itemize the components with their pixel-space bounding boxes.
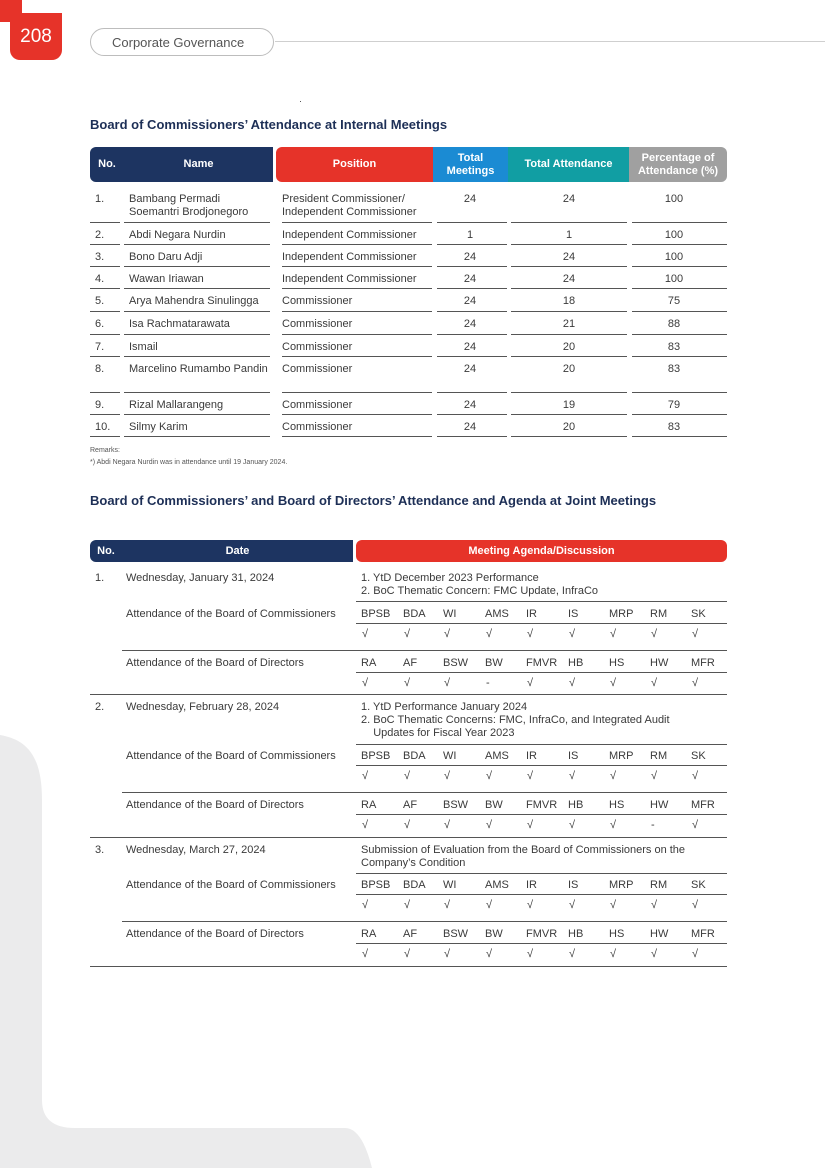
- meeting-agenda-line: 2. BoC Thematic Concerns: FMC, InfraCo, and Integrated Audit: [361, 714, 670, 726]
- row-total-meetings: 24: [463, 341, 477, 353]
- row-position: Independent Commissioner: [282, 251, 417, 263]
- row-number: 4.: [95, 273, 105, 285]
- bod-member-code: HB: [568, 799, 584, 811]
- boc-attendance-mark: √: [651, 628, 658, 640]
- boc-member-code: SK: [691, 608, 706, 620]
- bod-attendance-mark: √: [692, 948, 699, 960]
- row-number: 1.: [95, 193, 105, 205]
- table1-header-position: Position: [276, 147, 433, 182]
- stray-dot: [300, 101, 301, 102]
- bod-member-code: FMVR: [526, 799, 558, 811]
- table1-row-divider: [437, 356, 507, 357]
- row-percentage: 83: [667, 363, 681, 375]
- bod-attendance-mark: √: [569, 948, 576, 960]
- table1-row-divider: [282, 436, 432, 437]
- table1-row-divider: [632, 288, 727, 289]
- meeting-divider: [90, 837, 727, 838]
- bod-member-code: MFR: [691, 799, 715, 811]
- table1-row-divider: [124, 266, 270, 267]
- table1-header-percentage: Percentage of Attendance (%): [629, 147, 727, 182]
- bod-attendance-mark: √: [444, 819, 451, 831]
- table1-row-divider: [632, 334, 727, 335]
- bod-attendance-mark: √: [610, 948, 617, 960]
- bod-member-code: BSW: [443, 799, 469, 811]
- bod-member-code: MFR: [691, 928, 715, 940]
- table2-header-date: Date: [225, 544, 250, 557]
- row-name: Silmy Karim: [129, 421, 188, 433]
- row-name: Isa Rachmatarawata: [129, 318, 230, 330]
- table1-row-divider: [437, 311, 507, 312]
- remarks-label: Remarks:: [90, 447, 120, 454]
- boc-member-code: BPSB: [361, 879, 391, 891]
- table1-row-divider: [437, 334, 507, 335]
- bod-attendance-label: Attendance of the Board of Directors: [126, 928, 304, 940]
- row-number: 5.: [95, 295, 105, 307]
- row-percentage: 100: [664, 193, 684, 205]
- bod-attendance-mark: √: [527, 819, 534, 831]
- boc-attendance-mark: √: [692, 628, 699, 640]
- row-total-meetings: 24: [463, 399, 477, 411]
- boc-member-code: WI: [443, 750, 457, 762]
- boc-attendance-mark: √: [486, 628, 493, 640]
- bod-member-code: HS: [609, 657, 625, 669]
- meeting-agenda-line: 1. YtD Performance January 2024: [361, 701, 528, 713]
- row-total-meetings: 24: [463, 295, 477, 307]
- row-position: Commissioner: [282, 341, 353, 353]
- bod-attendance-mark: √: [362, 948, 369, 960]
- bod-attendance-mark: √: [404, 677, 411, 689]
- boc-attendance-label: Attendance of the Board of Commissioners: [126, 750, 336, 762]
- boc-member-code: BDA: [403, 608, 426, 620]
- row-percentage: 75: [667, 295, 681, 307]
- row-total-meetings: 1: [466, 229, 474, 241]
- bod-attendance-mark: √: [651, 677, 658, 689]
- agenda-divider: [356, 744, 727, 745]
- bod-attendance-mark: √: [569, 677, 576, 689]
- meeting-agenda-line: 1. YtD December 2023 Performance: [361, 572, 539, 584]
- table1-row-divider: [124, 414, 270, 415]
- row-percentage: 79: [667, 399, 681, 411]
- row-total-meetings: 24: [463, 193, 477, 205]
- bod-attendance-mark: √: [651, 948, 658, 960]
- table1-row-divider: [90, 356, 120, 357]
- bod-member-code: FMVR: [526, 657, 558, 669]
- boc-member-code: MRP: [609, 879, 634, 891]
- bod-attendance-mark: √: [692, 819, 699, 831]
- boc-attendance-mark: √: [527, 628, 534, 640]
- meeting-agenda-line: 2. BoC Thematic Concern: FMC Update, InfraCo: [361, 585, 599, 597]
- bod-attendance-mark: √: [527, 948, 534, 960]
- table1-row-divider: [282, 288, 432, 289]
- boc-member-code: BDA: [403, 879, 426, 891]
- boc-member-code: RM: [650, 750, 668, 762]
- table1-row-divider: [511, 244, 627, 245]
- bod-attendance-label: Attendance of the Board of Directors: [126, 799, 304, 811]
- table1-header-no: No.: [98, 158, 116, 170]
- bod-attendance-mark: √: [486, 948, 493, 960]
- boc-member-code: AMS: [485, 879, 509, 891]
- boc-attendance-mark: √: [444, 628, 451, 640]
- bod-member-code: AF: [403, 657, 418, 669]
- table1-row-divider: [511, 222, 627, 223]
- boc-attendance-mark: √: [610, 770, 617, 782]
- row-total-attendance: 18: [562, 295, 576, 307]
- row-total-meetings: 24: [463, 363, 477, 375]
- table1-row-divider: [632, 311, 727, 312]
- row-number: 6.: [95, 318, 105, 330]
- row-percentage: 100: [664, 273, 684, 285]
- boc-member-code: WI: [443, 608, 457, 620]
- bod-member-code: BW: [485, 928, 503, 940]
- boc-attendance-mark: √: [444, 899, 451, 911]
- boc-attendance-mark: √: [362, 628, 369, 640]
- table1-row-divider: [124, 356, 270, 357]
- table1-row-divider: [90, 392, 120, 393]
- row-total-attendance: 20: [562, 421, 576, 433]
- agenda-divider: [356, 601, 727, 602]
- agenda-divider: [356, 873, 727, 874]
- boc-attendance-mark: √: [486, 770, 493, 782]
- boc-member-code: WI: [443, 879, 457, 891]
- row-number: 8.: [95, 363, 105, 375]
- table1-header-total-meetings: Total Meetings: [433, 147, 508, 182]
- bod-member-code: BSW: [443, 928, 469, 940]
- meeting-divider: [90, 694, 727, 695]
- table1-row-divider: [437, 266, 507, 267]
- row-percentage: 88: [667, 318, 681, 330]
- row-percentage: 100: [664, 229, 684, 241]
- row-position: President Commissioner/ Independent Commissioner: [282, 193, 417, 218]
- row-name: Marcelino Rumambo Pandin: [129, 363, 268, 375]
- table1-row-divider: [511, 334, 627, 335]
- table1-header-total-attendance: Total Attendance: [508, 147, 629, 182]
- row-number: 3.: [95, 251, 105, 263]
- table1-row-divider: [90, 311, 120, 312]
- bod-member-code: BW: [485, 799, 503, 811]
- row-position: Commissioner: [282, 399, 353, 411]
- table1-row-divider: [511, 436, 627, 437]
- table1-row-divider: [437, 288, 507, 289]
- boc-member-code: AMS: [485, 608, 509, 620]
- boc-attendance-label: Attendance of the Board of Commissioners: [126, 879, 336, 891]
- boc-attendance-mark: √: [486, 899, 493, 911]
- bod-member-code: MFR: [691, 657, 715, 669]
- bod-member-code: AF: [403, 928, 418, 940]
- bod-member-code: HW: [650, 657, 669, 669]
- row-position: Independent Commissioner: [282, 229, 417, 241]
- bod-attendance-mark: √: [527, 677, 534, 689]
- row-name: Arya Mahendra Sinulingga: [129, 295, 259, 307]
- boc-attendance-mark: √: [569, 899, 576, 911]
- meeting-agenda-line: Submission of Evaluation from the Board of Commissioners on the: [361, 844, 686, 856]
- meeting-divider: [90, 966, 727, 967]
- bod-member-code: HB: [568, 928, 584, 940]
- bod-attendance-mark: -: [486, 677, 490, 689]
- row-name: Bambang Permadi Soemantri Brodjonegoro: [129, 193, 249, 218]
- table1-row-divider: [282, 414, 432, 415]
- table1-row-divider: [90, 288, 120, 289]
- table1-row-divider: [632, 436, 727, 437]
- boc-attendance-mark: √: [692, 770, 699, 782]
- row-name: Abdi Negara Nurdin: [129, 229, 226, 241]
- table1-row-divider: [90, 414, 120, 415]
- boc-attendance-mark: √: [362, 770, 369, 782]
- boc-attendance-mark: √: [692, 899, 699, 911]
- boc-member-code: SK: [691, 879, 706, 891]
- boc-attendance-mark: √: [444, 770, 451, 782]
- table1-row-divider: [90, 244, 120, 245]
- bod-member-code: FMVR: [526, 928, 558, 940]
- table1-row-divider: [437, 222, 507, 223]
- code-divider: [356, 943, 727, 944]
- table1-row-divider: [632, 414, 727, 415]
- header-rule: [275, 41, 825, 42]
- row-total-attendance: 24: [562, 273, 576, 285]
- row-percentage: 83: [667, 421, 681, 433]
- table2-header-no: No.: [97, 544, 115, 557]
- row-total-meetings: 24: [463, 421, 477, 433]
- row-name: Bono Daru Adji: [129, 251, 203, 263]
- meeting-date: Wednesday, March 27, 2024: [126, 844, 266, 856]
- row-total-attendance: 24: [562, 251, 576, 263]
- boc-member-code: IS: [568, 608, 579, 620]
- boc-attendance-mark: √: [404, 899, 411, 911]
- meeting-date: Wednesday, February 28, 2024: [126, 701, 280, 713]
- bod-member-code: BSW: [443, 657, 469, 669]
- row-total-meetings: 24: [463, 273, 477, 285]
- table1-row-divider: [437, 436, 507, 437]
- boc-block-divider: [122, 921, 727, 922]
- table1-row-divider: [511, 288, 627, 289]
- bod-member-code: RA: [361, 928, 377, 940]
- row-position: Commissioner: [282, 318, 353, 330]
- bod-member-code: HS: [609, 928, 625, 940]
- bod-attendance-mark: -: [651, 819, 655, 831]
- boc-attendance-mark: √: [404, 628, 411, 640]
- bod-member-code: BW: [485, 657, 503, 669]
- meeting-number: 3.: [95, 844, 105, 856]
- table1-row-divider: [282, 266, 432, 267]
- table1-row-divider: [124, 311, 270, 312]
- table1-row-divider: [282, 311, 432, 312]
- code-divider: [356, 814, 727, 815]
- boc-member-code: IS: [568, 750, 579, 762]
- boc-block-divider: [122, 792, 727, 793]
- row-total-attendance: 24: [562, 193, 576, 205]
- row-total-attendance: 1: [565, 229, 573, 241]
- table1-row-divider: [124, 244, 270, 245]
- table1-row-divider: [437, 414, 507, 415]
- bod-attendance-mark: √: [692, 677, 699, 689]
- boc-attendance-mark: √: [569, 628, 576, 640]
- table1-row-divider: [90, 222, 120, 223]
- row-total-attendance: 21: [562, 318, 576, 330]
- code-divider: [356, 672, 727, 673]
- row-position: Commissioner: [282, 363, 353, 375]
- table1-row-divider: [511, 311, 627, 312]
- row-position: Independent Commissioner: [282, 273, 417, 285]
- table1-row-divider: [511, 266, 627, 267]
- bod-attendance-mark: √: [444, 677, 451, 689]
- table1-row-divider: [124, 288, 270, 289]
- row-number: 7.: [95, 341, 105, 353]
- code-divider: [356, 894, 727, 895]
- boc-attendance-mark: √: [527, 899, 534, 911]
- bod-member-code: HW: [650, 928, 669, 940]
- table1-row-divider: [282, 356, 432, 357]
- code-divider: [356, 623, 727, 624]
- row-name: Wawan Iriawan: [129, 273, 204, 285]
- table1-row-divider: [437, 244, 507, 245]
- meeting-agenda-line: Updates for Fiscal Year 2023: [361, 727, 515, 739]
- row-total-attendance: 19: [562, 399, 576, 411]
- meeting-number: 1.: [95, 572, 105, 584]
- row-total-meetings: 24: [463, 318, 477, 330]
- boc-attendance-mark: √: [651, 770, 658, 782]
- page-number: 208: [10, 13, 62, 60]
- table1-row-divider: [632, 356, 727, 357]
- table1-row-divider: [90, 334, 120, 335]
- row-position: Commissioner: [282, 421, 353, 433]
- row-percentage: 100: [664, 251, 684, 263]
- row-position: Commissioner: [282, 295, 353, 307]
- table1-row-divider: [282, 392, 432, 393]
- table1-row-divider: [632, 392, 727, 393]
- boc-member-code: IR: [526, 750, 537, 762]
- table1-row-divider: [282, 334, 432, 335]
- table1-row-divider: [90, 436, 120, 437]
- boc-attendance-mark: √: [651, 899, 658, 911]
- table2-title: Board of Commissioners’ and Board of Directors’ Attendance and Agenda at Joint Meetings: [90, 493, 657, 508]
- boc-member-code: MRP: [609, 750, 634, 762]
- bod-attendance-mark: √: [362, 677, 369, 689]
- row-percentage: 83: [667, 341, 681, 353]
- row-number: 10.: [95, 421, 111, 433]
- table1-row-divider: [124, 334, 270, 335]
- row-name: Ismail: [129, 341, 158, 353]
- meeting-number: 2.: [95, 701, 105, 713]
- table1-row-divider: [632, 244, 727, 245]
- bod-attendance-label: Attendance of the Board of Directors: [126, 657, 304, 669]
- boc-member-code: BPSB: [361, 750, 391, 762]
- table1-row-divider: [282, 244, 432, 245]
- boc-member-code: IR: [526, 608, 537, 620]
- table1-row-divider: [437, 392, 507, 393]
- bod-attendance-mark: √: [569, 819, 576, 831]
- bod-attendance-mark: √: [444, 948, 451, 960]
- boc-attendance-mark: √: [527, 770, 534, 782]
- bod-attendance-mark: √: [362, 819, 369, 831]
- table1-row-divider: [282, 222, 432, 223]
- row-total-attendance: 20: [562, 363, 576, 375]
- bod-attendance-mark: √: [404, 948, 411, 960]
- bod-member-code: HS: [609, 799, 625, 811]
- boc-attendance-mark: √: [569, 770, 576, 782]
- table1-title: Board of Commissioners’ Attendance at Internal Meetings: [90, 117, 448, 132]
- table1-row-divider: [511, 356, 627, 357]
- table2-header-agenda: Meeting Agenda/Discussion: [356, 540, 727, 562]
- bod-member-code: HB: [568, 657, 584, 669]
- boc-member-code: MRP: [609, 608, 634, 620]
- boc-member-code: RM: [650, 879, 668, 891]
- boc-member-code: SK: [691, 750, 706, 762]
- boc-member-code: IR: [526, 879, 537, 891]
- row-name: Rizal Mallarangeng: [129, 399, 224, 411]
- table1-row-divider: [124, 436, 270, 437]
- code-divider: [356, 765, 727, 766]
- bod-member-code: RA: [361, 799, 377, 811]
- bod-attendance-mark: √: [404, 819, 411, 831]
- bod-attendance-mark: √: [486, 819, 493, 831]
- meeting-agenda-line: Company’s Condition: [361, 857, 466, 869]
- bod-attendance-mark: √: [610, 819, 617, 831]
- bod-member-code: HW: [650, 799, 669, 811]
- table1-row-divider: [632, 222, 727, 223]
- meeting-date: Wednesday, January 31, 2024: [126, 572, 275, 584]
- boc-block-divider: [122, 650, 727, 651]
- boc-attendance-mark: √: [610, 899, 617, 911]
- boc-attendance-mark: √: [362, 899, 369, 911]
- table1-row-divider: [124, 392, 270, 393]
- section-label: Corporate Governance: [90, 28, 274, 56]
- table1-row-divider: [632, 266, 727, 267]
- boc-attendance-mark: √: [610, 628, 617, 640]
- table1-row-divider: [124, 222, 270, 223]
- row-number: 9.: [95, 399, 105, 411]
- table1-row-divider: [511, 392, 627, 393]
- boc-member-code: AMS: [485, 750, 509, 762]
- bod-member-code: RA: [361, 657, 377, 669]
- boc-attendance-label: Attendance of the Board of Commissioners: [126, 608, 336, 620]
- table1-row-divider: [90, 266, 120, 267]
- table1-header-name: Name: [183, 158, 214, 170]
- boc-member-code: RM: [650, 608, 668, 620]
- remarks-note: *) Abdi Negara Nurdin was in attendance until 19 January 2024.: [90, 459, 288, 466]
- bod-attendance-mark: √: [610, 677, 617, 689]
- boc-member-code: IS: [568, 879, 579, 891]
- table1-row-divider: [511, 414, 627, 415]
- boc-attendance-mark: √: [404, 770, 411, 782]
- boc-member-code: BPSB: [361, 608, 391, 620]
- row-total-attendance: 20: [562, 341, 576, 353]
- bod-member-code: AF: [403, 799, 418, 811]
- boc-member-code: BDA: [403, 750, 426, 762]
- row-total-meetings: 24: [463, 251, 477, 263]
- row-number: 2.: [95, 229, 105, 241]
